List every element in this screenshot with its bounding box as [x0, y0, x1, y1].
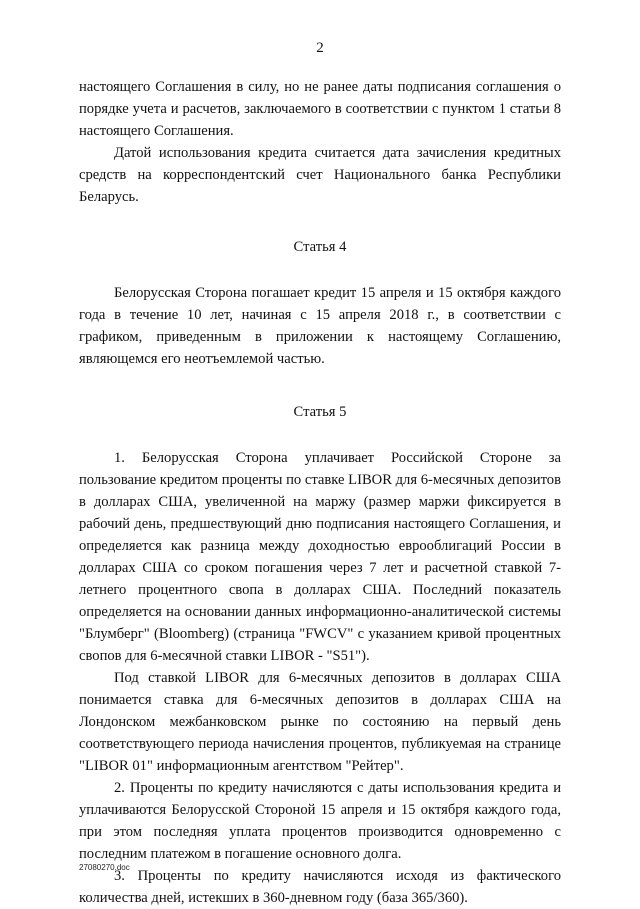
article-4-heading: Статья 4 [293, 239, 347, 255]
paragraph-interest-rate: 1. Белорусская Сторона уплачивает Российской Стороне за пользование кредитом проценты по ставке LIBOR для 6-месячных депозитов в долларах США, увеличенной на маржу (размер маржи фиксируется в рабочий день, предшествующий дню подписания настоящего Соглашения, и определяется как разница между доходностью еврооблигаций России в долларах США со сроком погашения через 7 лет и расчетной ставкой 7-летнего процентного свопа в долларах США. Последний показатель определяется на основании данных информационно-аналитической системы "Блумберг" (Bloomberg) (страница "FWCV" с указанием кривой процентных свопов для 6-месячной ставки LIBOR - "S51"). [79, 450, 561, 664]
document-body [79, 76, 561, 909]
page-number: 2 [316, 40, 324, 56]
paragraph-day-count: 3. Проценты по кредиту начисляются исходя из фактического количества дней, истекших в 360-дневном году (база 365/360). [79, 868, 561, 906]
paragraph-credit-date: Датой использования кредита считается дата зачисления кредитных средств на корреспондентский счет Национального банка Республики Беларусь. [79, 145, 561, 205]
paragraph-repayment: Белорусская Сторона погашает кредит 15 апреля и 15 октября каждого года в течение 10 лет, начиная с 15 апреля 2018 г., в соответствии с графиком, приведенным в приложении к настоящему Соглашению, являющемся его неотъемлемой частью. [79, 285, 561, 367]
paragraph-continuation: настоящего Соглашения в силу, но не ранее даты подписания соглашения о порядке учета и расчетов, заключаемого в соответствии с пунктом 1 статьи 8 настоящего Соглашения. [79, 79, 561, 139]
footer-filename: 27080270.doc [79, 863, 130, 872]
article-5-heading: Статья 5 [293, 404, 347, 420]
paragraph-interest-accrual: 2. Проценты по кредиту начисляются с даты использования кредита и уплачиваются Белорусской Стороной 15 апреля и 15 октября каждого года, при этом последняя уплата процентов производится одновременно с последним платежом в погашение основного долга. [79, 780, 561, 862]
paragraph-libor-definition: Под ставкой LIBOR для 6-месячных депозитов в долларах США понимается ставка для 6-месячных депозитов в долларах США на Лондонском межбанковском рынке по состоянию на первый день соответствующего периода начисления процентов, публикуемая на странице "LIBOR 01" информационным агентством "Рейтер". [79, 670, 561, 774]
